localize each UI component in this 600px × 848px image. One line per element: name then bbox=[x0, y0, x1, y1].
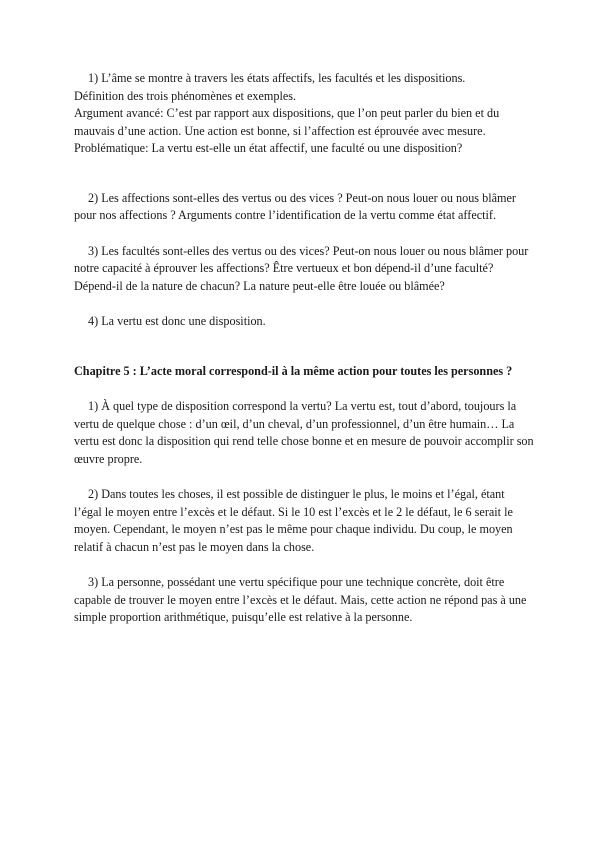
document-body bbox=[74, 70, 534, 627]
spacer bbox=[74, 556, 534, 574]
chapter-5-paragraph-2: 2) Dans toutes les choses, il est possible de distinguer le plus, le moins et l’égal, étant l’égal le moyen entre l’excès et le défaut. Si le 10 est l’excès et le 2 le défaut, le 6 serait le moyen. Cependant, le moyen n’est pas le même pour chaque individu. Du coup, le moyen relatif à chacun n’est pas le moyen dans la chose. bbox=[74, 487, 513, 554]
paragraph-2: 2) Les affections sont-elles des vertus ou des vices ? Peut-on nous louer ou nous blâmer pour nos affections ? Arguments contre l’identification de la vertu comme état affectif. bbox=[74, 190, 516, 222]
argument-paragraph: Argument avancé: C’est par rapport aux dispositions, que l’on peut parler du bien et du mauvais d’une action. Une action est bonne, si l’affection est éprouvée avec mesure. bbox=[74, 106, 500, 138]
chapter-5-paragraph-3: 3) La personne, possédant une vertu spécifique pour une technique concrète, doit être capable de trouver le moyen entre l’excès et le défaut. Mais, cette action ne répond pas à une simple proportion arithmétique, puisqu’elle est relative à la personne. bbox=[74, 575, 527, 624]
spacer bbox=[74, 158, 534, 190]
paragraph-1: 1) L’âme se montre à travers les états affectifs, les facultés et les dispositions. bbox=[88, 71, 466, 85]
chapter-5-paragraph-1: 1) À quel type de disposition correspond la vertu? La vertu est, tout d’abord, toujours la vertu de quelque chose : d’un œil, d’un cheval, d’un professionnel, d’un être humain… La vertu est donc la disposition qui rend telle chose bonne et en mesure de pouvoir accomplir son œuvre propre. bbox=[74, 399, 534, 466]
paragraph-1-definitions: Définition des trois phénomènes et exemples. bbox=[74, 88, 297, 103]
paragraph-4: 4) La vertu est donc une disposition. bbox=[88, 314, 266, 328]
spacer bbox=[74, 468, 534, 486]
spacer bbox=[74, 225, 534, 243]
spacer bbox=[74, 380, 534, 398]
spacer bbox=[74, 331, 534, 363]
chapter-5-title: Chapitre 5 : L’acte moral correspond-il à la même action pour toutes les personnes ? bbox=[74, 363, 513, 378]
paragraph-3: 3) Les facultés sont-elles des vertus ou des vices? Peut-on nous louer ou nous blâmer pour notre capacité à éprouver les affections? Être vertueux et bon dépend-il d’une faculté? Dépend-il de la nature de chacun? La nature peut-elle être louée ou blâmée? bbox=[74, 243, 529, 293]
problematique-paragraph: Problématique: La vertu est-elle un état affectif, une faculté ou une disposition? bbox=[74, 141, 463, 155]
spacer bbox=[74, 295, 534, 313]
